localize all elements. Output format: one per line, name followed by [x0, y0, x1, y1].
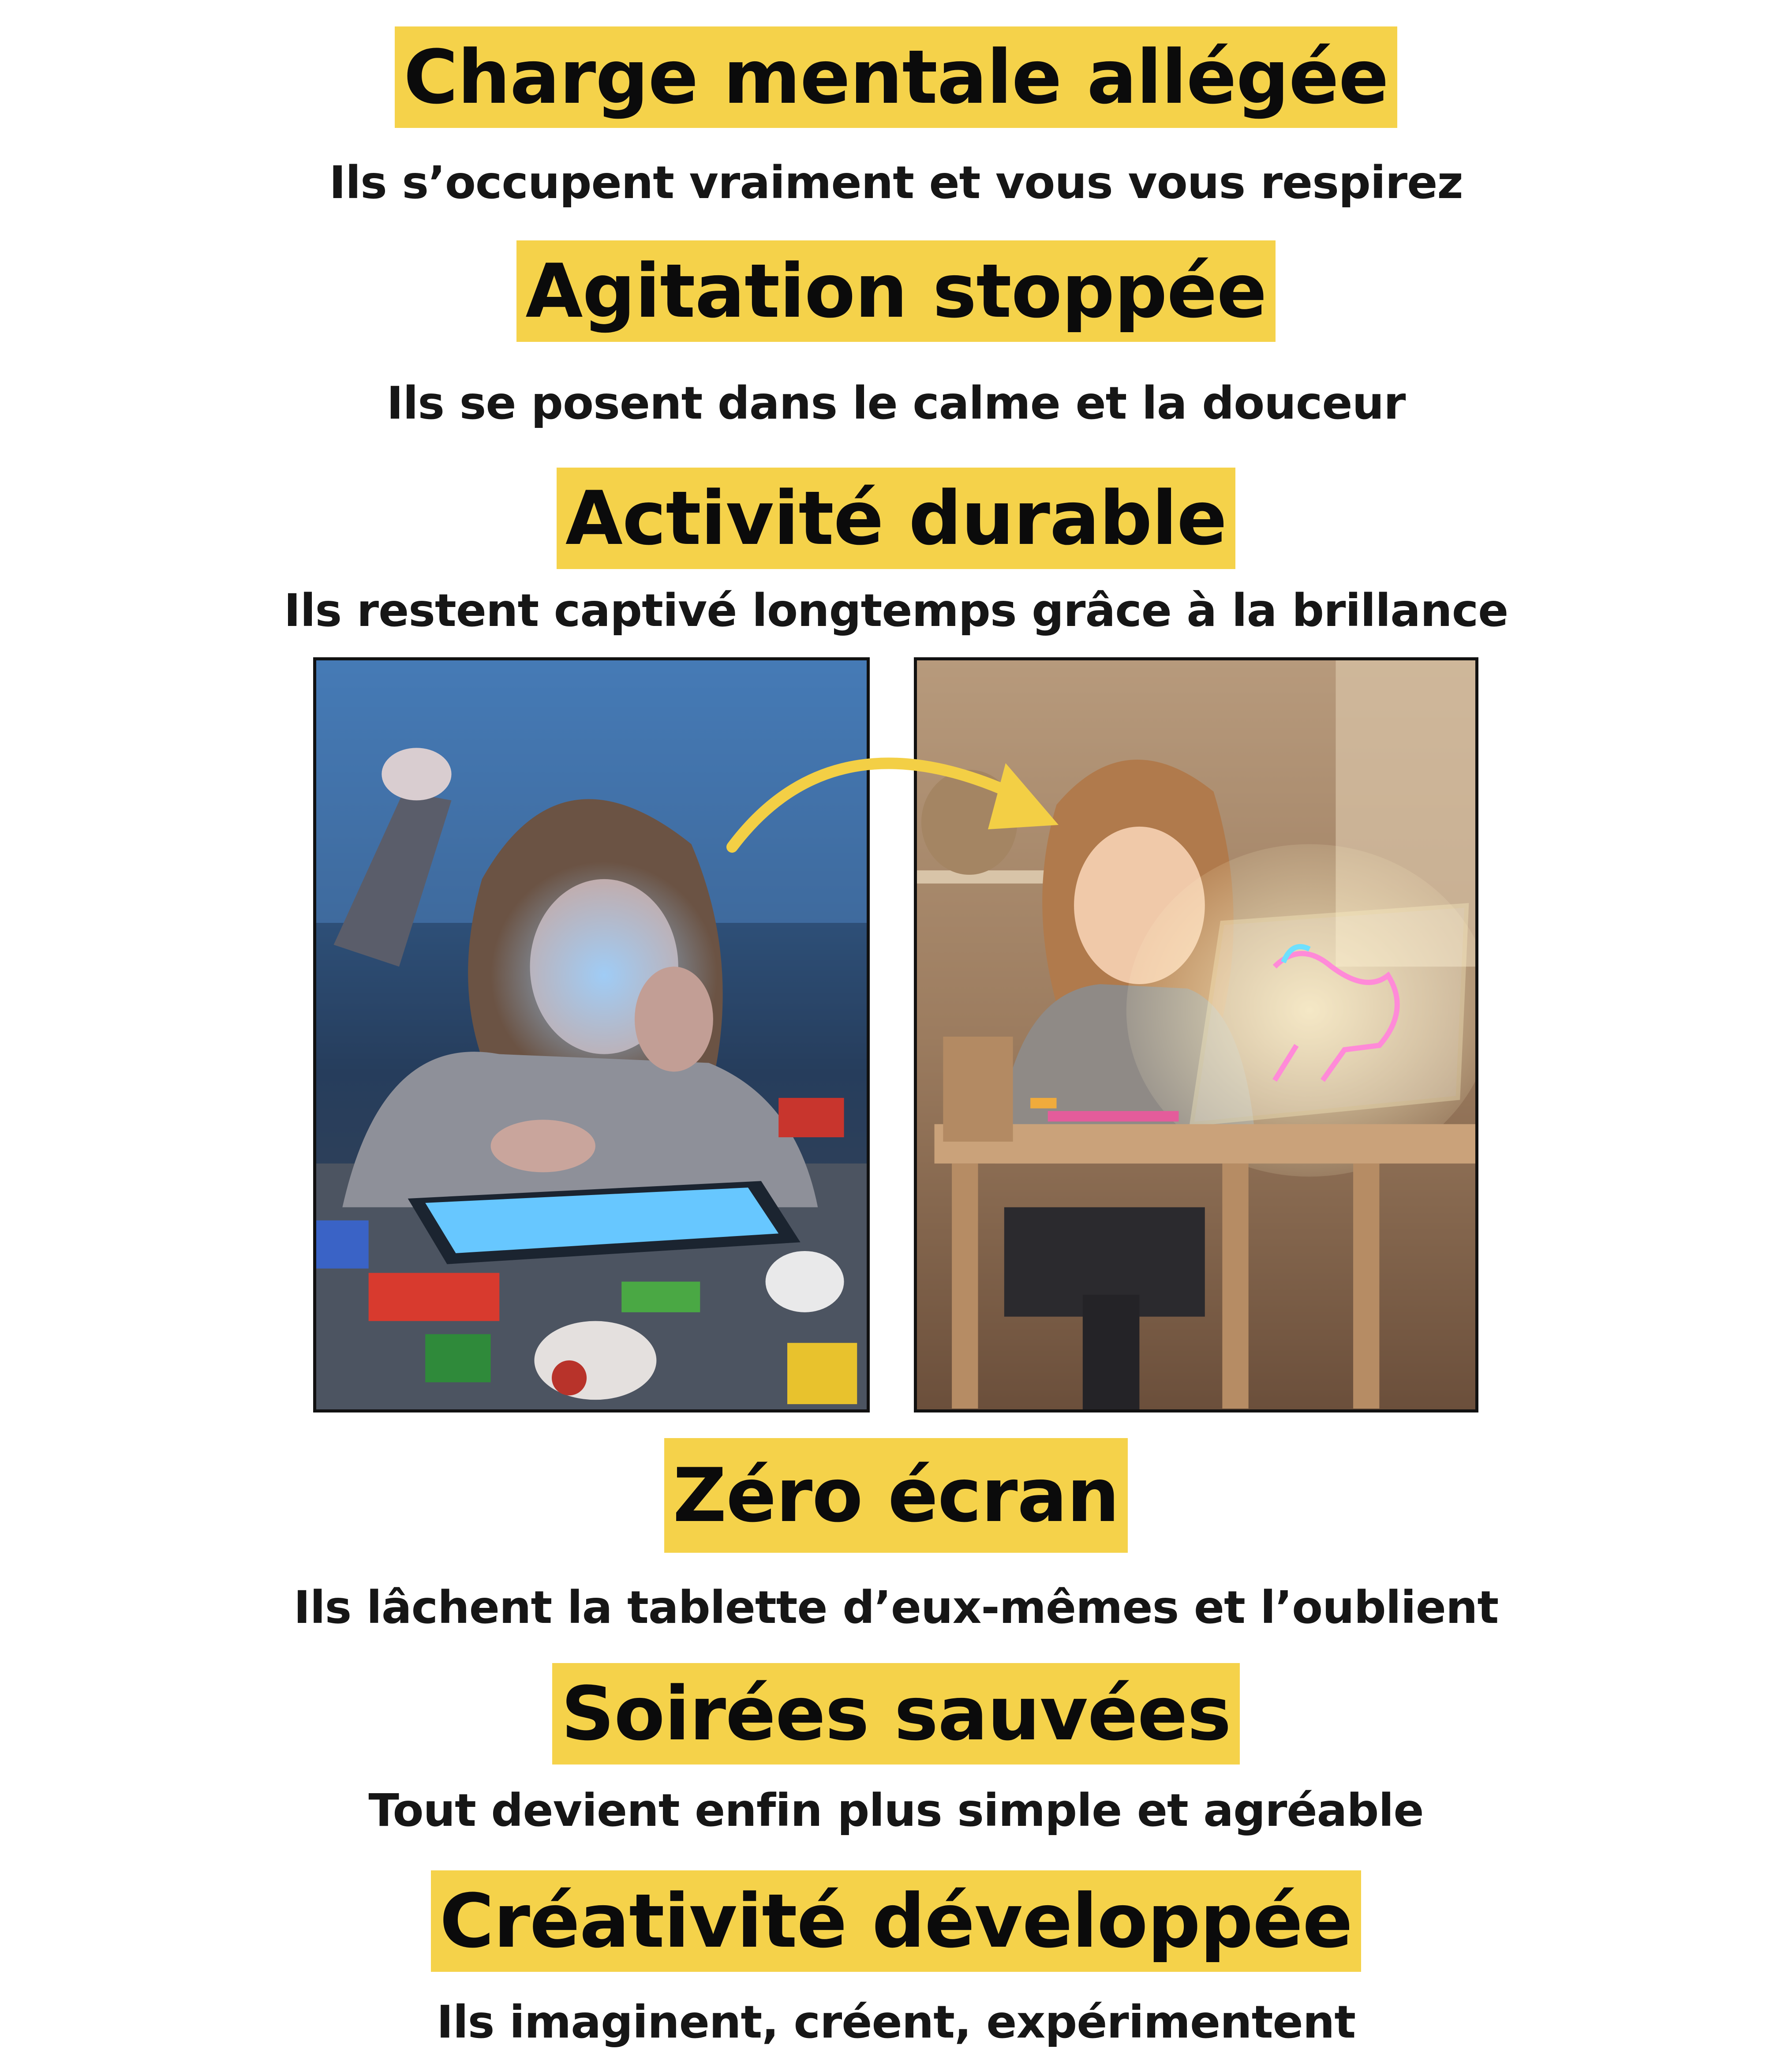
sub-row-agitation	[0, 375, 1792, 432]
sub-row-activite	[0, 582, 1792, 640]
headline-agitation: Agitation stoppée	[516, 240, 1275, 342]
sub-agitation: Ils se posent dans le calme et la douceur	[386, 377, 1406, 430]
sub-row-soirees	[0, 1782, 1792, 1839]
section-soirees	[0, 1663, 1792, 1765]
section-zero-ecran	[0, 1438, 1792, 1553]
sub-soirees: Tout devient enfin plus simple et agréable	[368, 1784, 1424, 1837]
sub-creativite: Ils imaginent, créent, expérimentent	[436, 1996, 1356, 2049]
headline-charge-mentale: Charge mentale allégée	[395, 26, 1397, 128]
sub-row-charge-mentale	[0, 154, 1792, 212]
section-creativite	[0, 1870, 1792, 1972]
curved-arrow-icon	[723, 723, 1076, 856]
sub-row-zero-ecran	[0, 1579, 1792, 1637]
sub-row-creativite	[0, 1994, 1792, 2051]
sub-zero-ecran: Ils lâchent la tablette d’eux-mêmes et l’oublient	[293, 1581, 1499, 1634]
headline-activite: Activité durable	[557, 468, 1235, 569]
headline-soirees: Soirées sauvées	[552, 1663, 1240, 1765]
headline-zero-ecran: Zéro écran	[664, 1438, 1128, 1553]
sub-charge-mentale: Ils s’occupent vraiment et vous vous respirez	[329, 157, 1463, 209]
sub-activite: Ils restent captivé longtemps grâce à la brillance	[284, 584, 1508, 637]
headline-creativite: Créativité développée	[431, 1870, 1361, 1972]
section-agitation	[0, 240, 1792, 342]
section-activite	[0, 468, 1792, 569]
section-charge-mentale	[0, 26, 1792, 128]
